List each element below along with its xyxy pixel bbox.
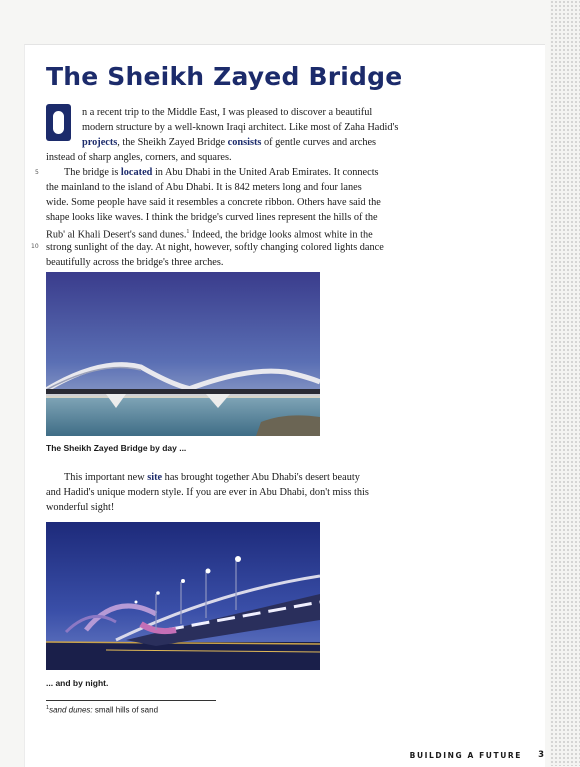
vocab-word-site[interactable]: site — [147, 472, 163, 483]
vocab-word-located[interactable]: located — [120, 167, 153, 178]
page-number: 3 — [538, 750, 544, 760]
paragraph1-line4: instead of sharp angles, corners, and squares. — [46, 152, 232, 163]
paragraph1-line1: n a recent trip to the Middle East, I was pleased to discover a beautiful — [82, 107, 373, 118]
paragraph3-line1: This important new site has brought together Abu Dhabi's desert beauty — [64, 472, 360, 483]
paragraph2-line6: strong sunlight of the day. At night, however, softly changing colored lights dance — [46, 242, 384, 253]
footnote-marker: 1 — [186, 229, 190, 235]
paragraph2-line3: wide. Some people have said it resembles a concrete ribbon. Others have said the — [46, 197, 381, 208]
paragraph1-line2: modern structure by a well-known Iraqi architect. Like most of Zaha Hadid's — [82, 122, 399, 133]
footer-unit-label: BUILDING A FUTURE — [409, 751, 522, 760]
line-number-5: 5 — [35, 169, 39, 176]
paragraph1-line3: projects, the Sheikh Zayed Bridge consists of gentle curves and arches — [82, 137, 377, 148]
paragraph3-line2: and Hadid's unique modern style. If you are ever in Abu Dhabi, don't miss this — [46, 487, 369, 498]
caption-day: The Sheikh Zayed Bridge by day ... — [46, 443, 187, 453]
paragraph3-line3: wonderful sight! — [46, 502, 115, 513]
paragraph2-line5: Rub' al Khali Desert's sand dunes.$^1$ Indeed, the bridge looks almost white in the — [46, 229, 373, 241]
paragraph2-line7: beautifully across the bridge's three arches. — [46, 257, 224, 268]
paragraph2-line4: shape looks like waves. I think the bridge's curved lines represent the hills of the — [46, 212, 378, 223]
page-edge-pattern — [550, 0, 580, 766]
footnote-divider — [46, 700, 216, 701]
caption-night: ... and by night. — [46, 678, 109, 688]
line-number-10: 10 — [31, 243, 39, 250]
paragraph2-line2: the mainland to the island of Abu Dhabi. It is 842 meters long and four lanes — [46, 182, 362, 193]
bridge-night-photo — [46, 522, 320, 670]
vocab-word-consists[interactable]: consists — [227, 137, 262, 148]
footnote: $^1$sand dunes: small hills of sand — [46, 705, 159, 715]
article-title: The Sheikh Zayed Bridge — [46, 62, 403, 91]
paragraph2-line1: The bridge is located in Abu Dhabi in the United Arab Emirates. It connects — [64, 167, 379, 178]
bridge-day-photo — [46, 272, 320, 436]
vocab-word-projects[interactable]: projects — [82, 137, 118, 148]
drop-cap-o — [46, 104, 71, 141]
